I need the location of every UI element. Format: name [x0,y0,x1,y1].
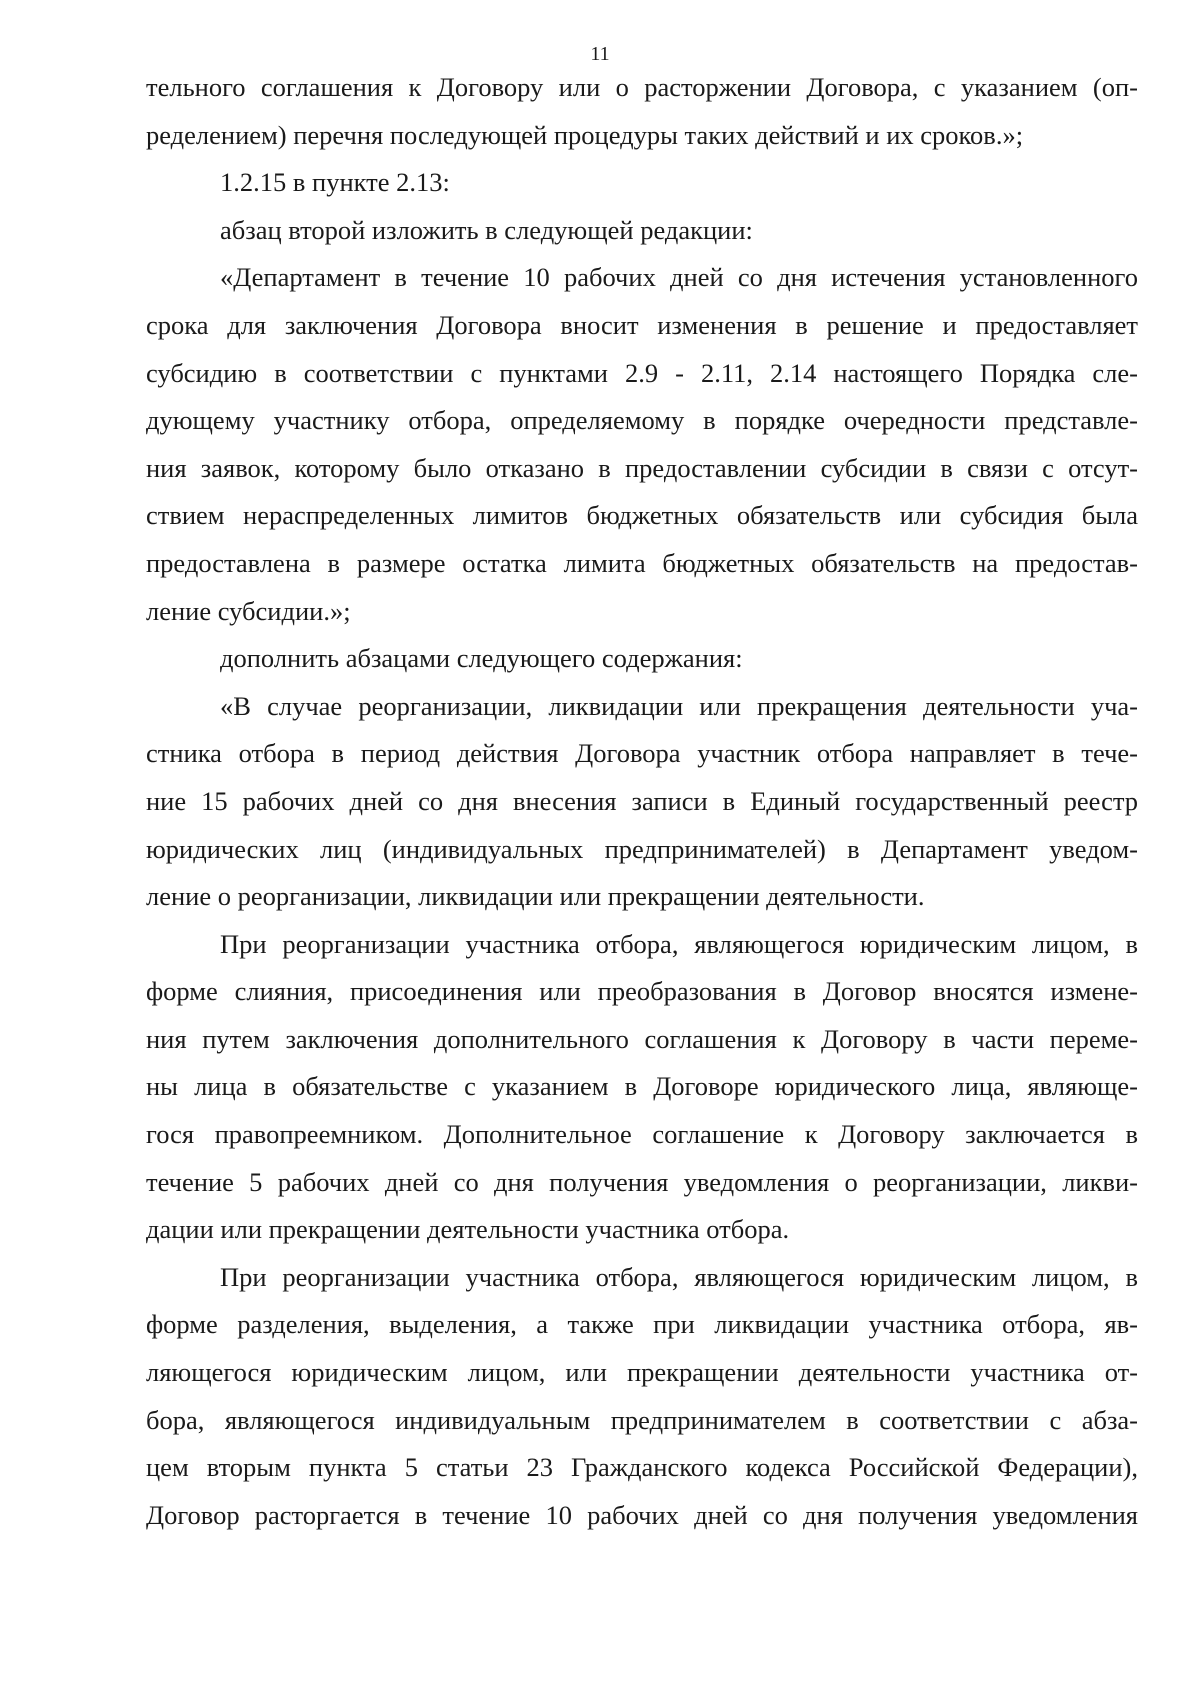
text-line: предоставлена в размере остатка лимита бюджетных обязательств на предостав- [146,547,1138,578]
text-line: тельного соглашения к Договору или о расторжении Договора, с указанием (оп- [146,72,1138,102]
text-line: ляющегося юридическим лицом, или прекращении деятельности участника от- [146,1357,1138,1388]
text-line: «В случае реорганизации, ликвидации или прекращения деятельности уча- [220,690,1138,721]
text-line: ния заявок, которому было отказано в предоставлении субсидии в связи с отсут- [146,452,1138,483]
text-line: ление субсидии.»; [146,595,351,626]
text-line: субсидию в соответствии с пунктами 2.9 - 2.11, 2.14 настоящего Порядка сле- [146,357,1138,388]
text-line: дующему участнику отбора, определяемому в порядке очередности представле- [146,405,1138,436]
document-body [146,64,1138,1539]
text-line: цем вторым пункта 5 статьи 23 Гражданского кодекса Российской Федерации), [146,1452,1138,1483]
text-line: форме слияния, присоединения или преобразования в Договор вносятся измене- [146,976,1138,1007]
text-line: ние 15 рабочих дней со дня внесения записи в Единый государственный реестр [146,785,1138,816]
text-line: «Департамент в течение 10 рабочих дней со дня истечения установленного [220,262,1138,293]
text-line: ния путем заключения дополнительного соглашения к Договору в части переме- [146,1023,1138,1054]
text-line: гося правопреемником. Дополнительное соглашение к Договору заключается в [146,1119,1138,1150]
text-line: стника отбора в период действия Договора участник отбора направляет в тече- [146,738,1138,769]
text-line: абзац второй изложить в следующей редакции: [220,214,753,245]
text-line: ны лица в обязательстве с указанием в Договоре юридического лица, являюще- [146,1071,1138,1102]
text-line: течение 5 рабочих дней со дня получения уведомления о реорганизации, ликви- [146,1166,1138,1197]
text-line: ствием нераспределенных лимитов бюджетных обязательств или субсидия была [146,500,1138,531]
text-line: При реорганизации участника отбора, являющегося юридическим лицом, в [220,1261,1138,1292]
text-line: форме разделения, выделения, а также при ликвидации участника отбора, яв- [146,1309,1138,1340]
text-line: бора, являющегося индивидуальным предпринимателем в соответствии с абза- [146,1404,1138,1435]
text-line: дации или прекращении деятельности участника отбора. [146,1214,790,1245]
text-line: ределением) перечня последующей процедуры таких действий и их сроков.»; [146,119,1024,150]
text-line: срока для заключения Договора вносит изменения в решение и предоставляет [146,309,1138,340]
text-line: 1.2.15 в пункте 2.13: [220,167,450,198]
text-line: ление о реорганизации, ликвидации или прекращении деятельности. [146,881,925,912]
text-line: дополнить абзацами следующего содержания: [220,643,743,674]
text-line: юридических лиц (индивидуальных предпринимателей) в Департамент уведом- [146,833,1138,864]
text-line: Договор расторгается в течение 10 рабочих дней со дня получения уведомления [146,1499,1138,1530]
text-line: При реорганизации участника отбора, являющегося юридическим лицом, в [220,928,1138,959]
page-number: 11 [590,43,610,65]
